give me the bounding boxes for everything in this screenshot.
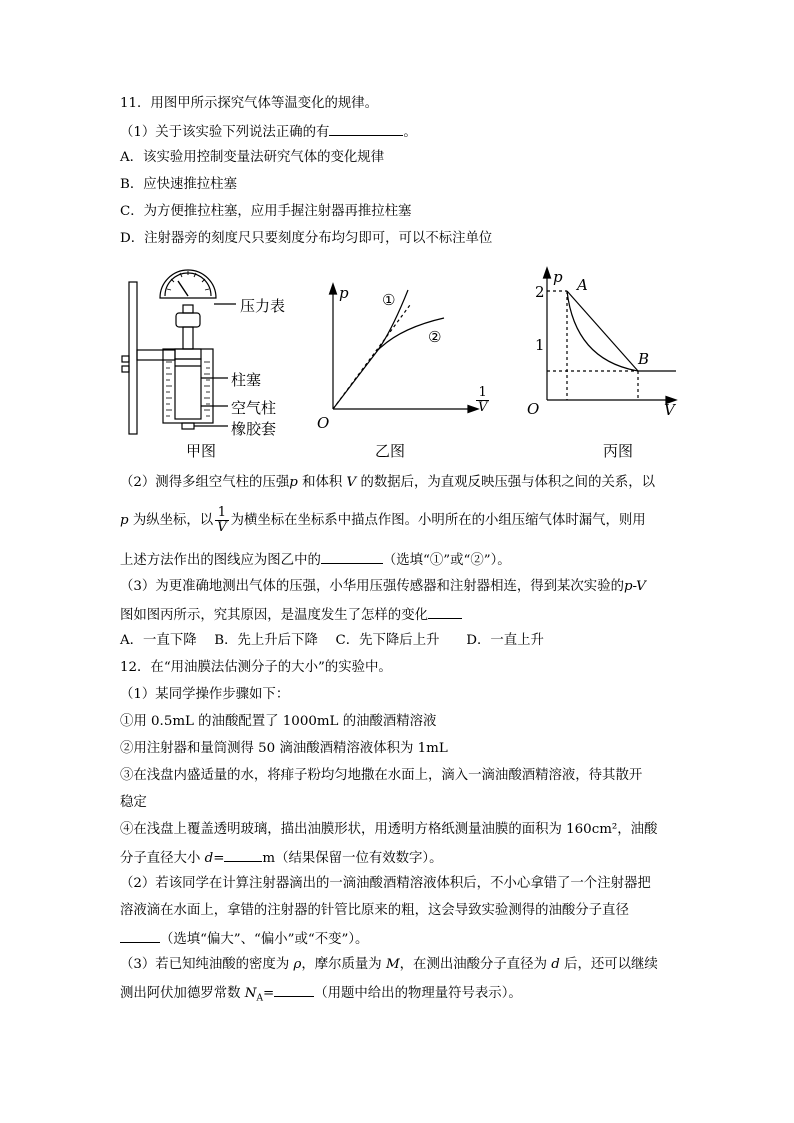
q11-part1: （1）关于该实验下列说法正确的有 。 — [120, 122, 417, 142]
label-pressure-gauge: 压力表 — [240, 297, 286, 315]
gauge-stem — [183, 305, 193, 313]
bing-axis-v: V — [664, 401, 675, 419]
caption-bing: 丙图 — [603, 442, 634, 460]
yi-y-arrow — [330, 284, 337, 294]
q11-option-c: C．为方便推拉柱塞，应用手握注射器再推拉柱塞 — [120, 204, 412, 219]
q11-part2-line2: p 为纵坐标，以 $\frac{1}{V}$ 为横坐标在坐标系中描点作图。小明所在的小组压缩气体时漏气，则用 — [120, 505, 646, 535]
q12-part1: （1）某同学操作步骤如下： — [120, 687, 290, 702]
q12-part2-line1: （2）若该同学在计算注射器滴出的一滴油酸酒精溶液体积后，不小心拿错了一个注射器把 — [120, 876, 651, 891]
q12-step-4-line2: 分子直径大小 d= m（结果保留一位有效数字）。 — [120, 848, 443, 868]
q11-stem: 11．用图甲所示探究气体等温变化的规律。 — [120, 96, 379, 111]
rubber-cap — [182, 423, 194, 429]
q12-part3-line1: （3）若已知纯油酸的密度为 ρ，摩尔质量为 M，在测出油酸分子直径为 d 后，还可以继续 — [120, 957, 658, 972]
answer-blank — [321, 550, 383, 564]
gauge-scale-arc — [165, 273, 211, 296]
q11-part2-line1: （2）测得多组空气柱的压强p 和体积 V 的数据后，为直观反映压强与体积之间的关系，以 — [120, 475, 656, 490]
answer-blank — [428, 605, 462, 619]
bing-line-ab — [567, 291, 638, 371]
yi-axis-p: p — [339, 284, 349, 302]
yi-axis-x-fraction: $\frac{1}{V}$ — [478, 385, 488, 415]
answer-blank — [120, 929, 160, 943]
answer-blank — [224, 848, 262, 862]
clamp-knob-bottom — [122, 366, 129, 372]
bing-point-a: A — [577, 276, 588, 294]
bing-tick-1: 1 — [535, 336, 545, 354]
plunger-rod — [183, 327, 193, 349]
label-rubber-cap: 橡胶套 — [231, 420, 277, 438]
q12-step-2: ②用注射器和量筒测得 50 滴油酸酒精溶液体积为 1mL — [120, 741, 448, 756]
q12-step-3-line1: ③在浅盘内盛适量的水，将痱子粉均匀地撒在水面上，滴入一滴油酸酒精溶液，待其散开 — [120, 768, 643, 783]
yi-origin: O — [317, 414, 330, 432]
yi-label-curve-1: ① — [382, 291, 396, 309]
q12-part2-line3: （选填“偏大”、“偏小”或“不变”）。 — [120, 929, 368, 949]
clamp — [137, 350, 175, 360]
q11-part3-line1: （3）为更准确地测出气体的压强，小华用压强传感器和注射器相连，得到某次实验的p-V — [120, 579, 646, 594]
figure-yi — [330, 284, 479, 413]
yi-label-curve-2: ② — [428, 328, 442, 346]
q12-part2-line2: 溶液滴在水面上，拿错的注射器的针管比原来的粗，这会导致实验测得的油酸分子直径 — [120, 903, 629, 918]
plunger-head — [175, 349, 201, 359]
q12-step-4-line1: ④在浅盘上覆盖透明玻璃，描出油膜形状，用透明方格纸测量油膜的面积为 160cm²，油酸 — [120, 822, 658, 837]
figures-svg — [0, 0, 794, 470]
q11-part3-line2: 图如图丙所示，究其原因，是温度发生了怎样的变化 — [120, 605, 462, 625]
bing-point-b: B — [638, 350, 650, 368]
q12-step-1: ①用 0.5mL 的油酸配置了 1000mL 的油酸酒精溶液 — [120, 714, 437, 729]
q11-part3-choices: A．一直下降 B．先上升后下降 C．先下降后上升 D．一直上升 — [120, 633, 544, 648]
gauge-needle — [178, 281, 188, 296]
q12-step-3-line2: 稳定 — [120, 795, 147, 810]
caption-jia: 甲图 — [186, 442, 217, 460]
caption-yi: 乙图 — [375, 442, 406, 460]
q12-stem: 12．在“用油膜法估测分子的大小”的实验中。 — [120, 660, 392, 675]
label-plunger: 柱塞 — [231, 371, 262, 389]
q12-part3-line2: 测出阿伏加德罗常数 $N_A=$ （用题中给出的物理量符号表示）。 — [120, 983, 522, 1008]
stand-rod — [129, 282, 137, 434]
syringe-scale — [166, 362, 210, 416]
yi-common-line — [333, 350, 378, 409]
figure-jia — [122, 270, 236, 434]
bing-axis-p: p — [553, 268, 563, 286]
q11-option-b: B．应快速推拉柱塞 — [120, 177, 237, 192]
bing-y-arrow — [544, 268, 551, 278]
connector-nut — [176, 313, 200, 327]
bing-origin: O — [527, 400, 540, 418]
answer-blank — [274, 983, 314, 997]
label-air-column: 空气柱 — [231, 399, 277, 417]
q11-option-a: A．该实验用控制变量法研究气体的变化规律 — [120, 150, 385, 165]
q11-part2-line3: 上述方法作出的图线应为图乙中的 （选填“①”或“②”）。 — [120, 550, 511, 570]
figure-bing — [544, 268, 677, 404]
fraction-one-over-v: $\frac{1}{V}$ — [217, 505, 227, 535]
clamp-knob-top — [122, 356, 129, 362]
air-column — [175, 359, 201, 419]
bing-tick-2: 2 — [535, 283, 545, 301]
q11-option-d: D．注射器旁的刻度尺只要刻度分布均匀即可，可以不标注单位 — [120, 231, 493, 246]
